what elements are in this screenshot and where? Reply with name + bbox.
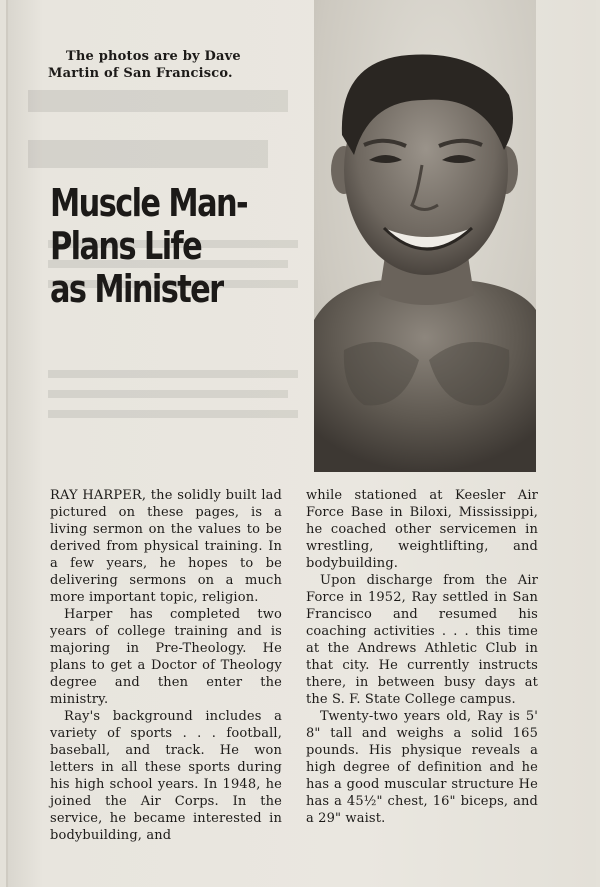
photo-credit: The photos are by Dave Martin of San Francisco.	[48, 49, 241, 81]
paragraph: Ray's background includes a variety of sports . . . football, baseball, and track. He won letters in all these sports during his high school years. In 1948, he joined the Air Corps. In the service, he became interested in bodybuilding, and	[50, 709, 282, 843]
paragraph: Upon discharge from the Air Force in 1952, Ray settled in San Francisco and resumed his coaching activities . . . this time at the Andrews Athletic Club in that city. He currently instructs there, in between busy days at the S. F. State College campus.	[306, 573, 538, 707]
article-column-1	[50, 487, 282, 844]
portrait-illustration	[314, 0, 536, 472]
paragraph: Twenty-two years old, Ray is 5' 8" tall and weighs a solid 165 pounds. His physique reveals a high degree of definition and he has a good muscular structure He has a 45½" chest, 16" biceps, and a 29" waist.	[306, 709, 538, 826]
article-headline	[50, 181, 248, 311]
portrait-photo	[314, 0, 536, 472]
article-column-2	[306, 487, 538, 827]
headline-line-1: Muscle Man-	[50, 181, 248, 225]
paragraph: RAY HARPER, the solidly built lad pictured on these pages, is a living sermon on the values to be derived from physical training. In a few years, he hopes to be delivering sermons on a much more important topic, religion.	[50, 488, 282, 605]
paragraph: Harper has completed two years of college training and is majoring in Pre-Theology. He plans to get a Doctor of Theology degree and then enter the ministry.	[50, 607, 282, 707]
magazine-page	[6, 0, 596, 887]
paragraph: while stationed at Keesler Air Force Base in Biloxi, Mississippi, he coached other servicemen in wrestling, weightlifting, and bodybuilding.	[306, 488, 538, 571]
headline-line-3: as Minister	[50, 267, 223, 311]
headline-line-2: Plans Life	[50, 224, 202, 268]
